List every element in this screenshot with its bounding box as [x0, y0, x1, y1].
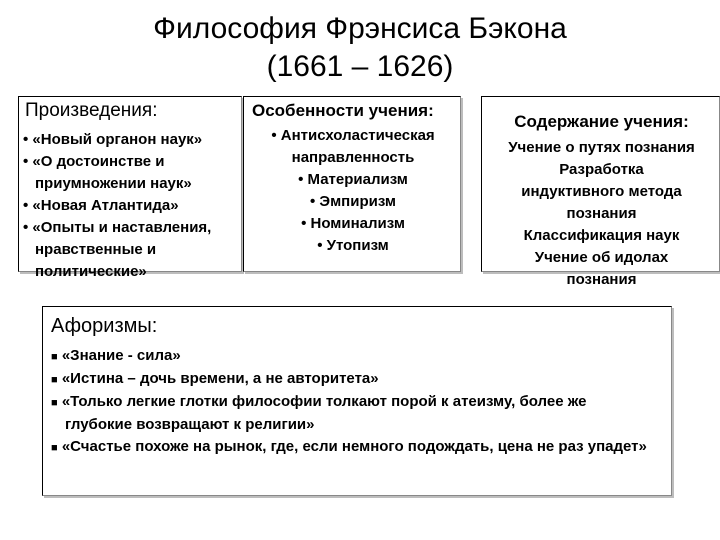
- works-box: [18, 96, 242, 280]
- title-line-2: (1661 – 1626): [266, 50, 454, 83]
- features-box: [243, 96, 461, 272]
- works-list: [23, 129, 263, 283]
- aphorism-item: [51, 436, 651, 459]
- content-box: [481, 96, 720, 288]
- works-item: • «Опыты и наставления, нравственные и политические»: [23, 219, 212, 280]
- content-item: Разработка индуктивного метода познания: [521, 161, 682, 222]
- square-bullet-icon: ■: [51, 397, 58, 409]
- aphorism-text: «Истина – дочь времени, а не авторитета»: [61, 370, 379, 387]
- content-item: Учение об идолах познания: [534, 249, 669, 288]
- works-item: • «О достоинстве и приумножении наук»: [23, 153, 192, 192]
- content-item: Учение о путях познания: [508, 139, 695, 156]
- features-heading: Особенности учения:: [252, 101, 434, 120]
- content-heading: Содержание учения:: [514, 112, 689, 131]
- slide-title: [0, 10, 720, 86]
- works-heading: Произведения:: [25, 100, 158, 121]
- features-item: • Материализм: [298, 171, 408, 188]
- square-bullet-icon: ■: [51, 374, 58, 386]
- features-item: • Утопизм: [317, 237, 389, 254]
- features-item: • Антисхоластическая направленность: [271, 127, 435, 166]
- aphorisms-box: [42, 306, 672, 496]
- square-bullet-icon: ■: [51, 442, 58, 454]
- aphorisms-list: [51, 345, 651, 459]
- features-list: [244, 125, 462, 257]
- content-list: [482, 137, 720, 291]
- aphorism-item: [51, 368, 651, 391]
- features-item: • Номинализм: [301, 215, 405, 232]
- aphorism-text: «Только легкие глотки философии толкают порой к атеизму, более же глубокие возвращают к религии»: [61, 393, 587, 433]
- content-item: Классификация наук: [523, 227, 680, 244]
- title-line-1: Философия Фрэнсиса Бэкона: [153, 12, 567, 45]
- aphorism-text: «Знание - сила»: [61, 347, 181, 364]
- features-item: • Эмпиризм: [309, 193, 397, 210]
- aphorisms-heading: Афоризмы:: [51, 315, 158, 337]
- aphorism-item: [51, 345, 651, 368]
- square-bullet-icon: ■: [51, 351, 58, 363]
- works-item: • «Новый органон наук»: [23, 131, 203, 148]
- aphorism-item: [51, 391, 651, 436]
- works-item: • «Новая Атлантида»: [23, 197, 179, 214]
- aphorism-text: «Счастье похоже на рынок, где, если немного подождать, цена не раз упадет»: [61, 438, 647, 455]
